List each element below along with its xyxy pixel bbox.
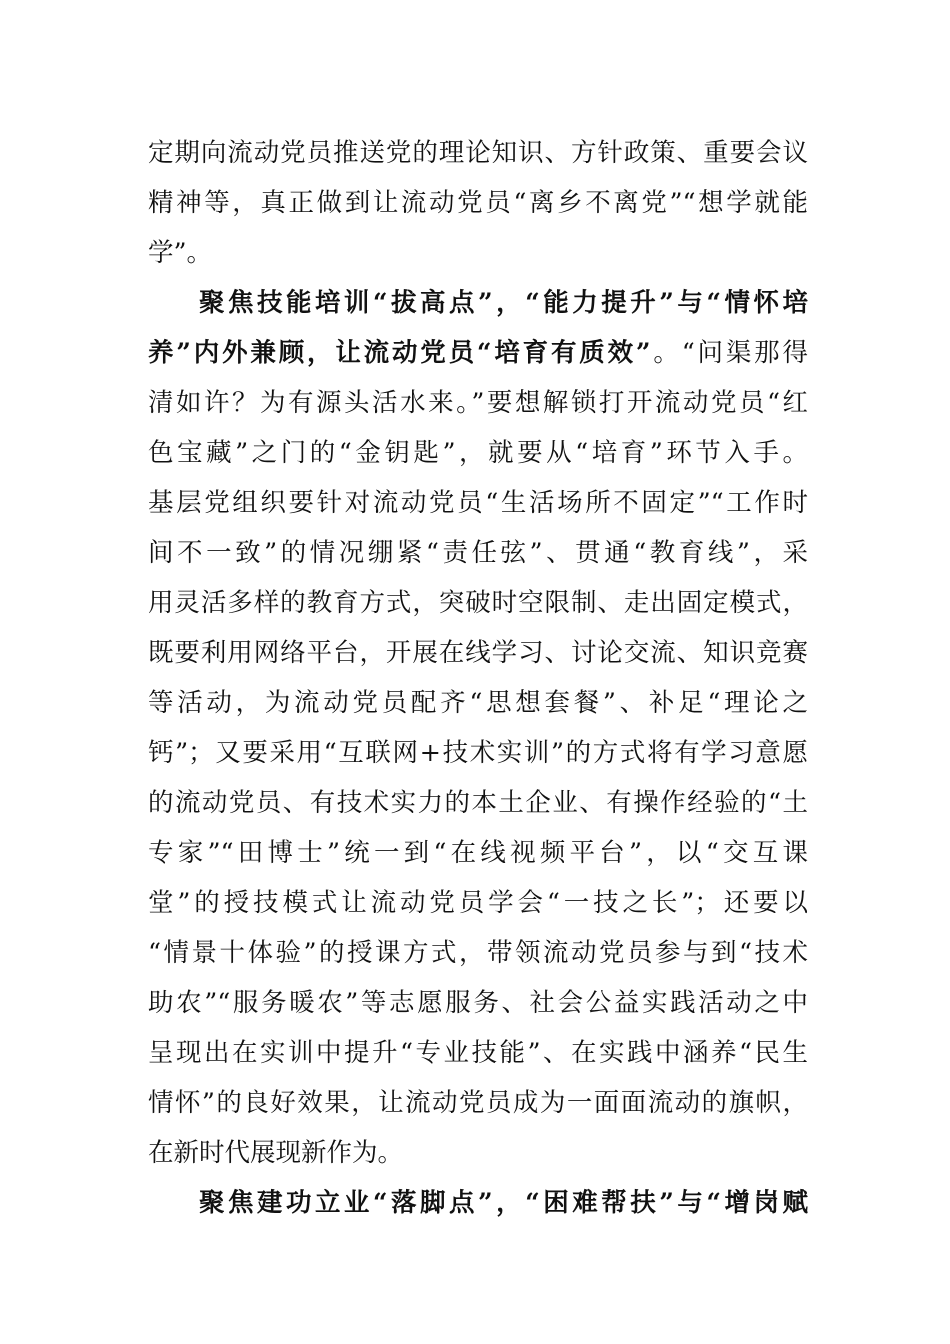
paragraph-line: 基层党组织要针对流动党员“生活场所不固定”“工作时 [148,488,808,518]
paragraph-line: 用灵活多样的教育方式，突破时空限制、走出固定模式， [148,588,808,618]
section-heading-continued [148,328,808,378]
paragraph-line: 等活动，为流动党员配齐“思想套餐”、补足“理论之 [148,688,808,718]
paragraph-line: 清如许？为有源头活水来。”要想解锁打开流动党员“红 [148,388,808,418]
paragraph-line: 专家”“田博士”统一到“在线视频平台”，以“交互课 [148,838,808,868]
heading-bold-text: 养”内外兼顾，让流动党员“培育有质效” [148,338,651,368]
paragraph-line: 堂”的授技模式让流动党员学会“一技之长”；还要以 [148,888,808,918]
section-heading: 聚焦技能培训“拔高点”，“能力提升”与“情怀培 [199,288,808,318]
paragraph-line: 定期向流动党员推送党的理论知识、方针政策、重要会议 [148,138,808,168]
paragraph-line: 钙”；又要采用“互联网+技术实训”的方式将有学习意愿 [148,738,808,768]
paragraph-line: 的流动党员、有技术实力的本土企业、有操作经验的“土 [148,788,808,818]
paragraph-line: “情景十体验”的授课方式，带领流动党员参与到“技术 [148,938,808,968]
heading-rest-text: 。“问渠那得 [650,338,808,368]
paragraph-line: 精神等，真正做到让流动党员“离乡不离党”“想学就能 [148,188,808,218]
paragraph-line: 情怀”的良好效果，让流动党员成为一面面流动的旗帜， [148,1088,808,1118]
paragraph-line: 既要利用网络平台，开展在线学习、讨论交流、知识竞赛 [148,638,808,668]
paragraph-line: 色宝藏”之门的“金钥匙”，就要从“培育”环节入手。 [148,438,808,468]
paragraph-line: 助农”“服务暖农”等志愿服务、社会公益实践活动之中 [148,988,808,1018]
paragraph-line: 学”。 [148,238,213,268]
paragraph-line: 呈现出在实训中提升“专业技能”、在实践中涵养“民生 [148,1038,808,1068]
paragraph-line: 间不一致”的情况绷紧“责任弦”、贯通“教育线”，采 [148,538,808,568]
section-heading: 聚焦建功立业“落脚点”，“困难帮扶”与“增岗赋 [199,1188,808,1218]
paragraph-line: 在新时代展现新作为。 [148,1138,404,1168]
